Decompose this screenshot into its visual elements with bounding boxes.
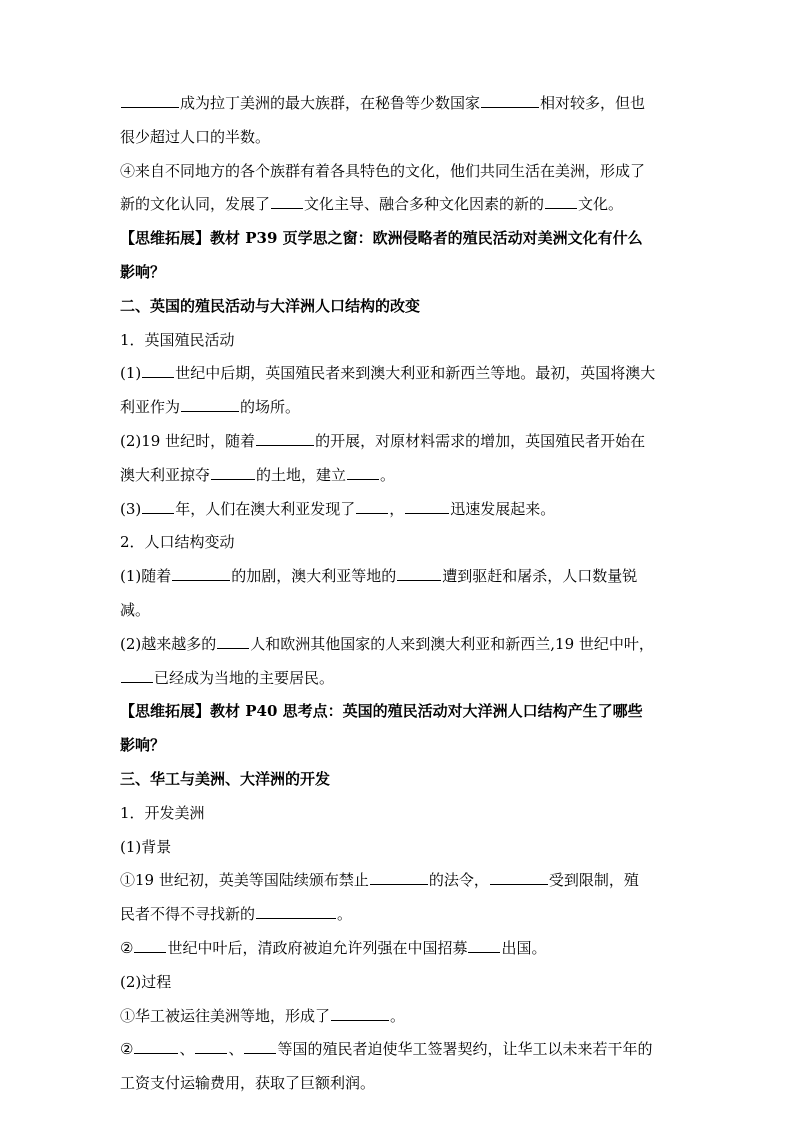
fill-blank[interactable] (172, 579, 230, 581)
fill-blank[interactable] (468, 951, 500, 953)
fill-blank[interactable] (121, 106, 179, 108)
fill-blank[interactable] (195, 1052, 227, 1054)
fill-blank[interactable] (490, 883, 548, 885)
text-line: (3) 年，人们在澳大利亚发现了 ， 迅速发展起来。 (120, 499, 556, 518)
text-line: 澳大利亚掠夺 的土地，建立 。 (120, 465, 396, 484)
fill-blank[interactable] (481, 106, 539, 108)
subsection-heading: (2)过程 (120, 972, 172, 991)
thinking-extension: 影响？ (120, 262, 166, 281)
fill-blank[interactable] (142, 512, 174, 514)
fill-blank[interactable] (134, 951, 166, 953)
text-line: (1)随着 的加剧，澳大利亚等地的 遭到驱赶和屠杀，人口数量锐 (120, 567, 638, 586)
text-line: ② 世纪中叶后，清政府被迫允许列强在中国招募 出国。 (120, 938, 547, 957)
thinking-extension: 【思维拓展】教材 P40 思考点：英国的殖民活动对大洋洲人口结构产生了哪些 (120, 702, 643, 721)
subsection-heading: (1)背景 (120, 837, 172, 856)
subsection-heading: 2．人口结构变动 (120, 533, 235, 552)
text-line: (1) 世纪中后期，英国殖民者来到澳大利亚和新西兰等地。最初，英国将澳大 (120, 364, 656, 383)
fill-blank[interactable] (370, 883, 428, 885)
text-line: 很少超过人口的半数。 (120, 127, 271, 146)
fill-blank[interactable] (331, 1019, 389, 1021)
fill-blank[interactable] (545, 207, 577, 209)
text-line: 工资支付运输费用，获取了巨额利润。 (120, 1074, 376, 1093)
fill-blank[interactable] (181, 410, 239, 412)
text-line: ② 、 、 等国的殖民者迫使华工签署契约，让华工以未来若干年的 (120, 1040, 653, 1059)
fill-blank[interactable] (217, 647, 249, 649)
thinking-extension: 【思维拓展】教材 P39 页学思之窗：欧洲侵略者的殖民活动对美洲文化有什么 (120, 229, 643, 248)
text-line: 利亚作为 的场所。 (120, 398, 301, 417)
text-line: ①华工被运往美洲等地，形成了 。 (120, 1006, 406, 1025)
text-line: ①19 世纪初，英美等国陆续颁布禁止 的法令， 受到限制，殖 (120, 871, 639, 890)
fill-blank[interactable] (121, 681, 153, 683)
fill-blank[interactable] (405, 512, 449, 514)
section-heading: 二、英国的殖民活动与大洋洲人口结构的改变 (120, 296, 421, 315)
text-line: (2)19 世纪时，随着 的开展，对原材料需求的增加，英国殖民者开始在 (120, 431, 646, 450)
fill-blank[interactable] (271, 207, 303, 209)
fill-blank[interactable] (256, 444, 314, 446)
thinking-extension: 影响？ (120, 736, 166, 755)
fill-blank[interactable] (244, 1052, 276, 1054)
text-line: 减。 (120, 600, 151, 619)
fill-blank[interactable] (356, 512, 388, 514)
document-page (120, 87, 680, 1101)
fill-blank[interactable] (397, 579, 441, 581)
subsection-heading: 1．英国殖民活动 (120, 330, 235, 349)
section-heading: 三、华工与美洲、大洋洲的开发 (120, 769, 331, 788)
fill-blank[interactable] (347, 478, 379, 480)
text-line: 民者不得不寻找新的 。 (120, 905, 353, 924)
text-line: 新的文化认同，发展了 文化主导、融合多种文化因素的新的 文化。 (120, 195, 624, 214)
fill-blank[interactable] (134, 1052, 178, 1054)
text-line: (2)越来越多的 人和欧洲其他国家的人来到澳大利亚和新西兰,19 世纪中叶， (120, 634, 654, 653)
subsection-heading: 1．开发美洲 (120, 803, 205, 822)
text-line: ④来自不同地方的各个族群有着各具特色的文化，他们共同生活在美洲，形成了 (120, 161, 646, 180)
fill-blank[interactable] (211, 478, 255, 480)
text-line: 成为拉丁美洲的最大族群，在秘鲁等少数国家 相对较多，但也 (120, 87, 680, 121)
fill-blank[interactable] (142, 376, 174, 378)
text-line: 已经成为当地的主要居民。 (120, 662, 680, 696)
fill-blank[interactable] (256, 917, 336, 919)
